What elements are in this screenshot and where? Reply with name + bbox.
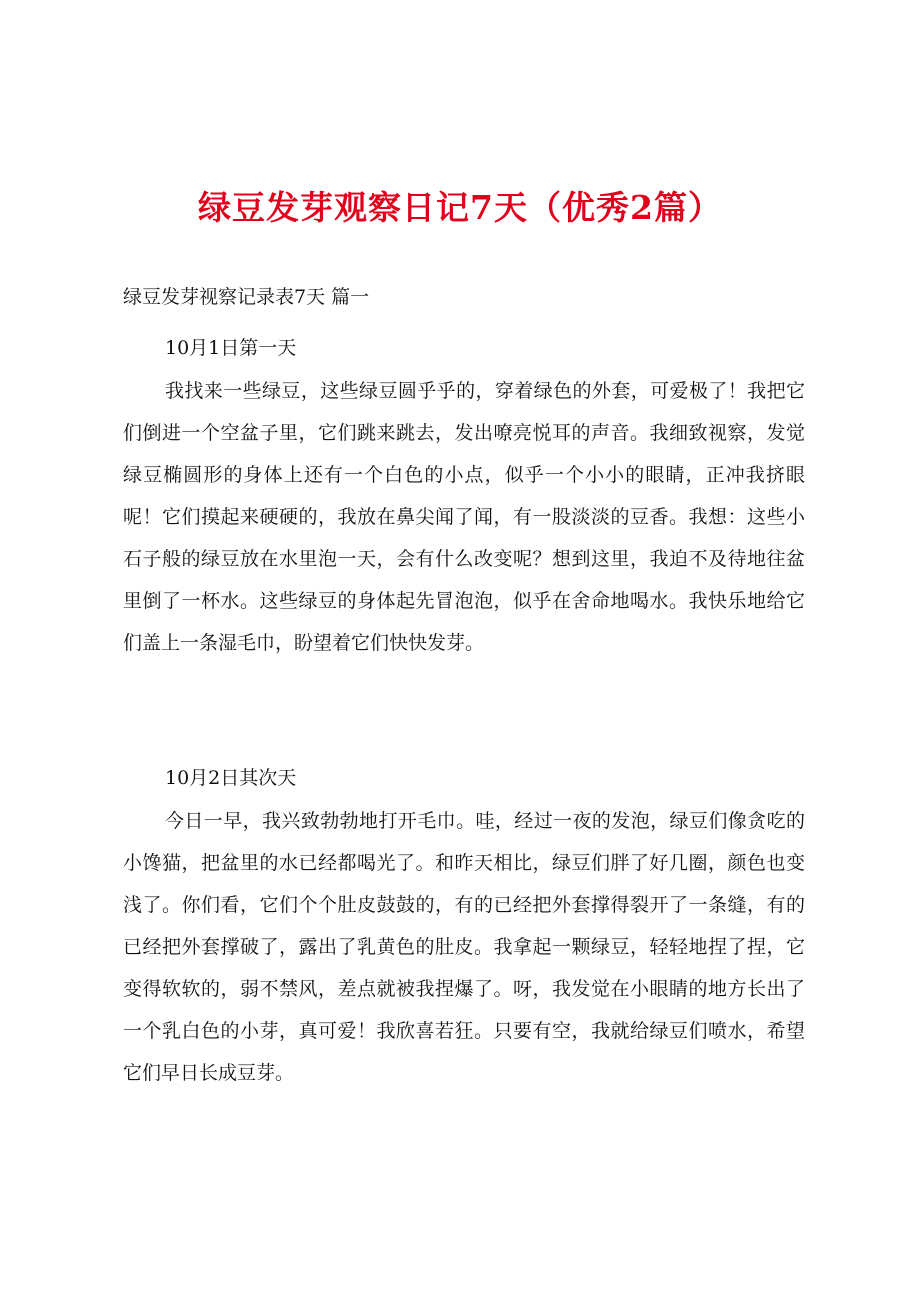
entry-date-2: 10月2日其次天 [165, 767, 297, 789]
entry-date-1: 10月1日第一天 [165, 337, 297, 359]
entry-paragraph-2: 今日一早，我兴致勃勃地打开毛巾。哇，经过一夜的发泡，绿豆们像贪吃的小馋猫，把盆里的水已经都喝光了。和昨天相比，绿豆们胖了好几圈，颜色也变浅了。你们看，它们个个肚皮鼓鼓的，有的已经把外套撑得裂开了一条缝，有的已经把外套撑破了，露出了乳黄色的肚皮。我拿起一颗绿豆，轻轻地捏了捏，它变得软软的，弱不禁风，差点就被我捏爆了。呀，我发觉在小眼睛的地方长出了一个乳白色的小芽，真可爱！我欣喜若狂。只要有空，我就给绿豆们喷水，希望它们早日长成豆芽。 [123, 810, 805, 1084]
section-heading: 绿豆发芽视察记录表7天 篇一 [123, 286, 370, 308]
entry-paragraph-1: 我找来一些绿豆，这些绿豆圆乎乎的，穿着绿色的外套，可爱极了！我把它们倒进一个空盆子里，它们跳来跳去，发出嘹亮悦耳的声音。我细致视察，发觉绿豆椭圆形的身体上还有一个白色的小点，似乎一个小小的眼睛，正冲我挤眼呢！它们摸起来硬硬的，我放在鼻尖闻了闻，有一股淡淡的豆香。我想：这些小石子般的绿豆放在水里泡一天，会有什么改变呢？想到这里，我迫不及待地往盆里倒了一杯水。这些绿豆的身体起先冒泡泡，似乎在舍命地喝水。我快乐地给它们盖上一条湿毛巾，盼望着它们快快发芽。 [123, 380, 805, 654]
document-title: 绿豆发芽观察日记7天（优秀2篇） [198, 188, 722, 227]
